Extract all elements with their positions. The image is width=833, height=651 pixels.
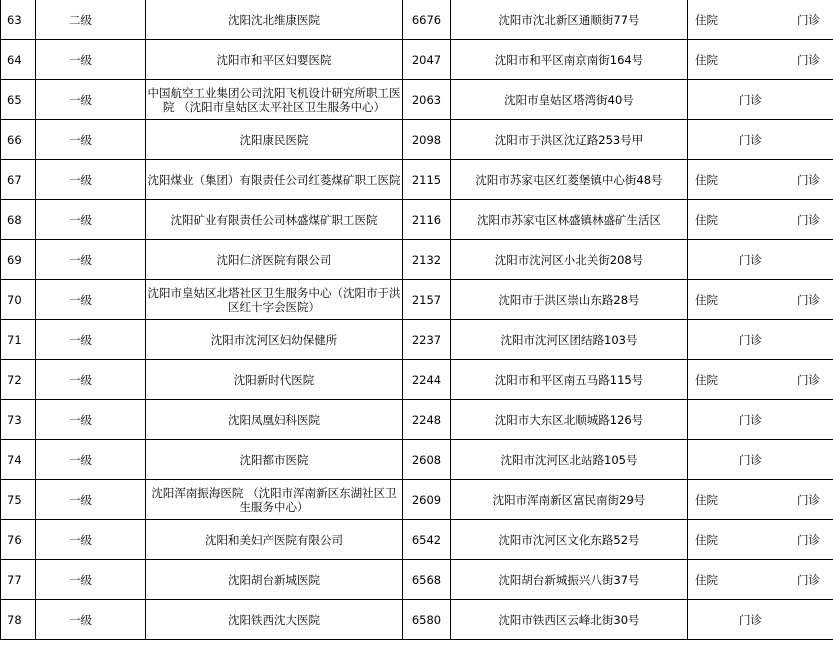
hospital-name: 沈阳市和平区妇婴医院 [146,40,403,80]
row-number: 75 [1,480,36,520]
service-types [688,240,833,280]
outpatient-label: 门诊 [739,412,762,427]
hospital-level: 一级 [36,440,146,480]
service-types [688,560,833,600]
hospital-code: 2248 [403,400,451,440]
table-row [1,120,833,160]
outpatient-label: 门诊 [739,452,762,467]
hospital-level: 一级 [36,520,146,560]
hospital-code: 2608 [403,440,451,480]
service-types [688,360,833,400]
hospital-level: 一级 [36,40,146,80]
outpatient-label: 门诊 [797,52,820,67]
hospital-address: 沈阳市皇姑区塔湾街40号 [451,80,688,120]
hospital-level: 一级 [36,160,146,200]
outpatient-label: 门诊 [797,172,820,187]
hospital-level: 一级 [36,560,146,600]
hospital-address: 沈阳市铁西区云峰北街30号 [451,600,688,640]
table-row [1,520,833,560]
inpatient-label: 住院 [695,572,718,587]
hospital-address: 沈阳市苏家屯区红菱堡镇中心街48号 [451,160,688,200]
table-row [1,240,833,280]
service-types [688,440,833,480]
hospital-code: 2609 [403,480,451,520]
hospital-name: 沈阳铁西沈大医院 [146,600,403,640]
table-row [1,400,833,440]
outpatient-label: 门诊 [739,612,762,627]
hospital-name: 沈阳浑南振海医院 （沈阳市浑南新区东湖社区卫生服务中心） [146,480,403,520]
row-number: 69 [1,240,36,280]
hospital-code: 2116 [403,200,451,240]
hospital-code: 6580 [403,600,451,640]
inpatient-label: 住院 [695,52,718,67]
service-types [688,120,833,160]
outpatient-label: 门诊 [797,212,820,227]
row-number: 74 [1,440,36,480]
hospital-address: 沈阳市大东区北顺城路126号 [451,400,688,440]
hospital-level: 一级 [36,280,146,320]
hospital-address: 沈阳市和平区南五马路115号 [451,360,688,400]
outpatient-label: 门诊 [797,532,820,547]
hospital-level: 一级 [36,480,146,520]
outpatient-label: 门诊 [797,12,820,27]
hospital-name: 沈阳都市医院 [146,440,403,480]
hospital-name: 沈阳凤凰妇科医院 [146,400,403,440]
row-number: 76 [1,520,36,560]
hospital-code: 6676 [403,0,451,40]
hospital-code: 2157 [403,280,451,320]
row-number: 64 [1,40,36,80]
hospital-address: 沈阳市沈河区北站路105号 [451,440,688,480]
row-number: 78 [1,600,36,640]
row-number: 68 [1,200,36,240]
table-row [1,480,833,520]
row-number: 71 [1,320,36,360]
hospital-name: 沈阳沈北维康医院 [146,0,403,40]
service-types [688,520,833,560]
outpatient-label: 门诊 [797,492,820,507]
service-types [688,320,833,360]
service-types [688,160,833,200]
hospital-code: 2063 [403,80,451,120]
hospital-name: 沈阳市沈河区妇幼保健所 [146,320,403,360]
hospital-name: 沈阳矿业有限责任公司林盛煤矿职工医院 [146,200,403,240]
hospital-level: 一级 [36,600,146,640]
hospital-address: 沈阳胡台新城振兴八街37号 [451,560,688,600]
hospital-address: 沈阳市于洪区沈辽路253号甲 [451,120,688,160]
hospital-name: 中国航空工业集团公司沈阳飞机设计研究所职工医院 （沈阳市皇姑区太平社区卫生服务中心） [146,80,403,120]
hospital-address: 沈阳市浑南新区富民南街29号 [451,480,688,520]
table-row [1,600,833,640]
hospital-address: 沈阳市沈河区小北关街208号 [451,240,688,280]
table-row [1,80,833,120]
hospital-code: 2047 [403,40,451,80]
table-row [1,560,833,600]
hospital-level: 一级 [36,120,146,160]
hospital-level: 一级 [36,240,146,280]
inpatient-label: 住院 [695,492,718,507]
hospital-name: 沈阳和美妇产医院有限公司 [146,520,403,560]
service-types [688,480,833,520]
service-types [688,280,833,320]
row-number: 77 [1,560,36,600]
hospital-name: 沈阳煤业（集团）有限责任公司红菱煤矿职工医院 [146,160,403,200]
hospital-level: 一级 [36,200,146,240]
table-body [1,0,833,640]
hospital-address: 沈阳市和平区南京南街164号 [451,40,688,80]
outpatient-label: 门诊 [739,92,762,107]
row-number: 70 [1,280,36,320]
hospital-name: 沈阳新时代医院 [146,360,403,400]
outpatient-label: 门诊 [739,132,762,147]
hospital-code: 2237 [403,320,451,360]
inpatient-label: 住院 [695,172,718,187]
service-types [688,400,833,440]
row-number: 65 [1,80,36,120]
hospital-address: 沈阳市沈北新区通顺街77号 [451,0,688,40]
table-row [1,320,833,360]
row-number: 66 [1,120,36,160]
service-types [688,200,833,240]
hospital-level: 二级 [36,0,146,40]
inpatient-label: 住院 [695,292,718,307]
hospital-level: 一级 [36,400,146,440]
hospital-code: 2244 [403,360,451,400]
inpatient-label: 住院 [695,532,718,547]
row-number: 72 [1,360,36,400]
table-row [1,200,833,240]
outpatient-label: 门诊 [797,372,820,387]
inpatient-label: 住院 [695,212,718,227]
hospital-level: 一级 [36,360,146,400]
table-row [1,440,833,480]
hospital-name: 沈阳市皇姑区北塔社区卫生服务中心（沈阳市于洪区红十字会医院） [146,280,403,320]
hospital-code: 6568 [403,560,451,600]
hospital-name: 沈阳胡台新城医院 [146,560,403,600]
inpatient-label: 住院 [695,12,718,27]
hospital-level: 一级 [36,320,146,360]
table-row [1,0,833,40]
hospital-code: 2098 [403,120,451,160]
hospital-name: 沈阳康民医院 [146,120,403,160]
table-row [1,40,833,80]
hospital-name: 沈阳仁济医院有限公司 [146,240,403,280]
row-number: 63 [1,0,36,40]
row-number: 67 [1,160,36,200]
outpatient-label: 门诊 [797,572,820,587]
row-number: 73 [1,400,36,440]
inpatient-label: 住院 [695,372,718,387]
table-row [1,360,833,400]
service-types [688,40,833,80]
table-row [1,160,833,200]
service-types [688,600,833,640]
hospital-code: 2115 [403,160,451,200]
hospital-address: 沈阳市于洪区崇山东路28号 [451,280,688,320]
outpatient-label: 门诊 [739,332,762,347]
outpatient-label: 门诊 [797,292,820,307]
hospital-code: 2132 [403,240,451,280]
hospital-code: 6542 [403,520,451,560]
hospital-address: 沈阳市苏家屯区林盛镇林盛矿生活区 [451,200,688,240]
hospital-address: 沈阳市沈河区团结路103号 [451,320,688,360]
hospital-address: 沈阳市沈河区文化东路52号 [451,520,688,560]
service-types [688,0,833,40]
service-types [688,80,833,120]
table-row [1,280,833,320]
outpatient-label: 门诊 [739,252,762,267]
hospital-level: 一级 [36,80,146,120]
